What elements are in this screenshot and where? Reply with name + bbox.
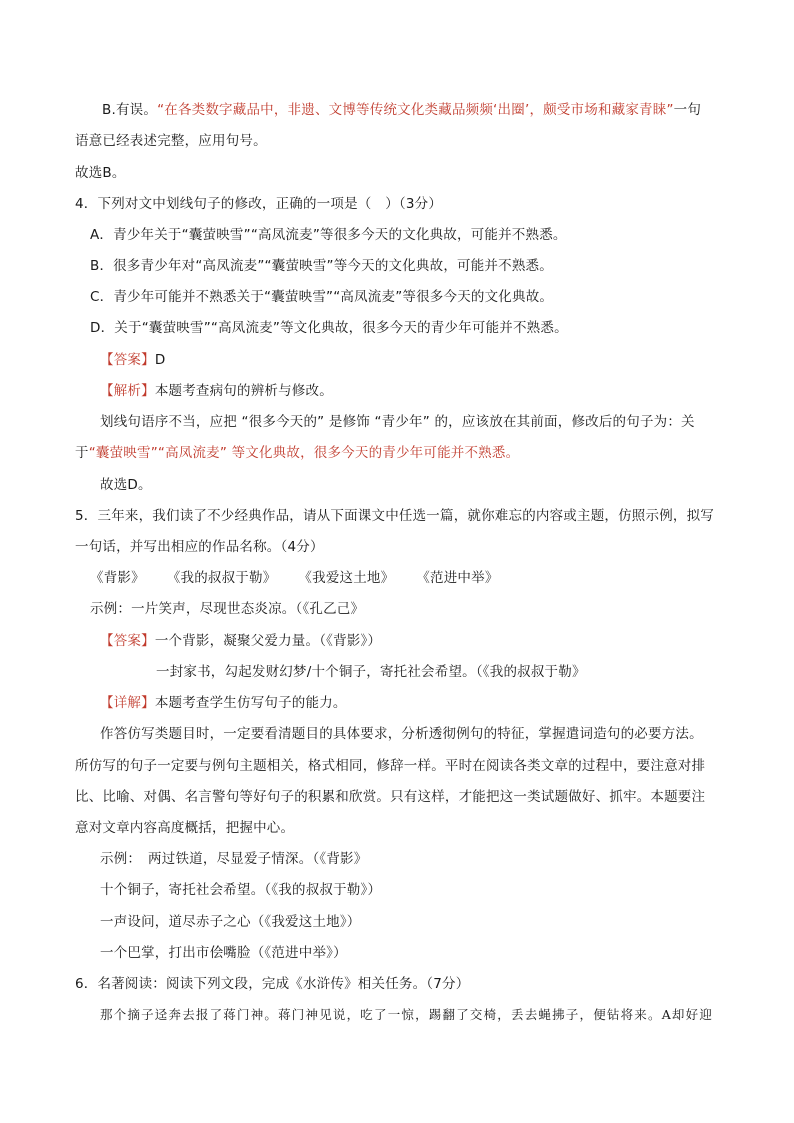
question-5-stem-line-2: 一句话，并写出相应的作品名称。（4分） (75, 539, 324, 555)
detail-tag: 【详解】 (100, 695, 155, 711)
text-span: 于 (75, 445, 89, 461)
analysis-text: 本题考查病句的辨析与修改。 (154, 383, 333, 399)
question-4-option-c: C．青少年可能并不熟悉关于“囊萤映雪”“高凤流麦”等很多今天的文化典故。 (90, 289, 554, 305)
question-4-option-d: D．关于“囊萤映雪”“高凤流麦”等文化典故，很多今天的青少年可能并不熟悉。 (90, 320, 568, 336)
question-4-analysis-line-3 (75, 443, 519, 463)
title-item: 《范进中举》 (416, 570, 499, 586)
analysis-tag: 【解析】 (100, 383, 155, 399)
answer-value: D (154, 352, 166, 368)
question-5-detail-line-5: 意对文章内容高度概括，把握中心。 (75, 820, 295, 836)
title-item: 《我爱这土地》 (298, 570, 395, 586)
question-5-stem-line-1: 5．三年来，我们读了不少经典作品，请从下面课文中任选一篇，就你难忘的内容或主题，仿照示例，拟写 (75, 508, 714, 524)
question-6-passage: 那个摘子迳奔去报了蒋门神。蒋门神见说，吃了一惊，踢翻了交椅，丢去蝇拂子，便钻将来。A却好迎 (100, 1007, 714, 1022)
question-4-option-a: A．青少年关于“囊萤映雪”“高凤流麦”等很多今天的文化典故，可能并不熟悉。 (90, 227, 567, 243)
question-4-analysis-line-2: 划线句语序不当，应把 “很多今天的” 是修饰 “青少年” 的，应该放在其前面，修改后的句子为：关 (100, 414, 695, 430)
text-span: 一句 (673, 102, 702, 118)
question-5-answer (100, 631, 381, 651)
question-5-sample-1: 示例： 两过铁道，尽显爱子情深。（《背影》 (100, 851, 368, 867)
title-item: 《背影》 (90, 570, 145, 586)
title-item: 《我的叔叔于勒》 (166, 570, 277, 586)
answer-text: 一个背影，凝聚父爱力量。（《背影》） (154, 633, 382, 649)
question-5-detail-line-3: 所仿写的句子一定要与例句主题相关，格式相同，修辞一样。平时在阅读各类文章的过程中，要注意对排 (75, 758, 706, 774)
answer-conclusion-b: 故选B。 (75, 165, 126, 181)
question-4-analysis (100, 381, 333, 401)
question-5-detail-line-2: 作答仿写类题目时，一定要看清题目的具体要求，分析透彻例句的特征，掌握遣词造句的必要方法。 (100, 726, 703, 742)
question-4-stem: 4．下列对文中划线句子的修改，正确的一项是（ ）（3分） (75, 196, 443, 212)
question-5-titles (90, 568, 499, 588)
question-5-sample-3: 一声设问，道尽赤子之心（《我爱这土地》） (100, 914, 361, 930)
question-5-answer-line-2: 一封家书，勾起发财幻梦/十个铜子，寄托社会希望。（《我的叔叔于勒》 (156, 664, 586, 680)
question-5-detail (100, 693, 347, 713)
question-4-option-b: B．很多青少年对“高凤流麦”“囊萤映雪”等今天的文化典故，可能并不熟悉。 (90, 258, 553, 274)
red-corrected-sentence: “囊萤映雪”“高凤流麦” 等文化典故，很多今天的青少年可能并不熟悉。 (88, 445, 520, 461)
red-quote: “在各类数字藏品中，非遗、文博等传统文化类藏品频频‘出圈’，颇受市场和藏家青睐” (157, 102, 674, 118)
question-5-example: 示例：一片笑声，尽现世态炎凉。（《孔乙己》 (90, 601, 365, 617)
question-5-detail-line-4: 比、比喻、对偶、名言警句等好句子的积累和欣赏。只有这样，才能把这一类试题做好、抓牢。本题要注 (75, 789, 706, 805)
detail-text: 本题考查学生仿写句子的能力。 (154, 695, 347, 711)
option-b-explanation-line-2: 语意已经表述完整，应用句号。 (75, 133, 267, 149)
question-6-stem: 6．名著阅读：阅读下列文段，完成《水浒传》相关任务。（7分） (75, 976, 470, 992)
question-5-sample-4: 一个巴掌，打出市侩嘴脸（《范进中举》） (100, 945, 347, 961)
answer-tag: 【答案】 (100, 352, 155, 368)
answer-conclusion-d: 故选D。 (100, 477, 152, 493)
question-4-answer (100, 350, 165, 370)
text-span: B.有误。 (102, 102, 158, 118)
question-5-sample-2: 十个铜子，寄托社会希望。（《我的叔叔于勒》） (100, 882, 382, 898)
answer-tag: 【答案】 (100, 633, 155, 649)
option-b-explanation-line-1 (102, 100, 701, 120)
